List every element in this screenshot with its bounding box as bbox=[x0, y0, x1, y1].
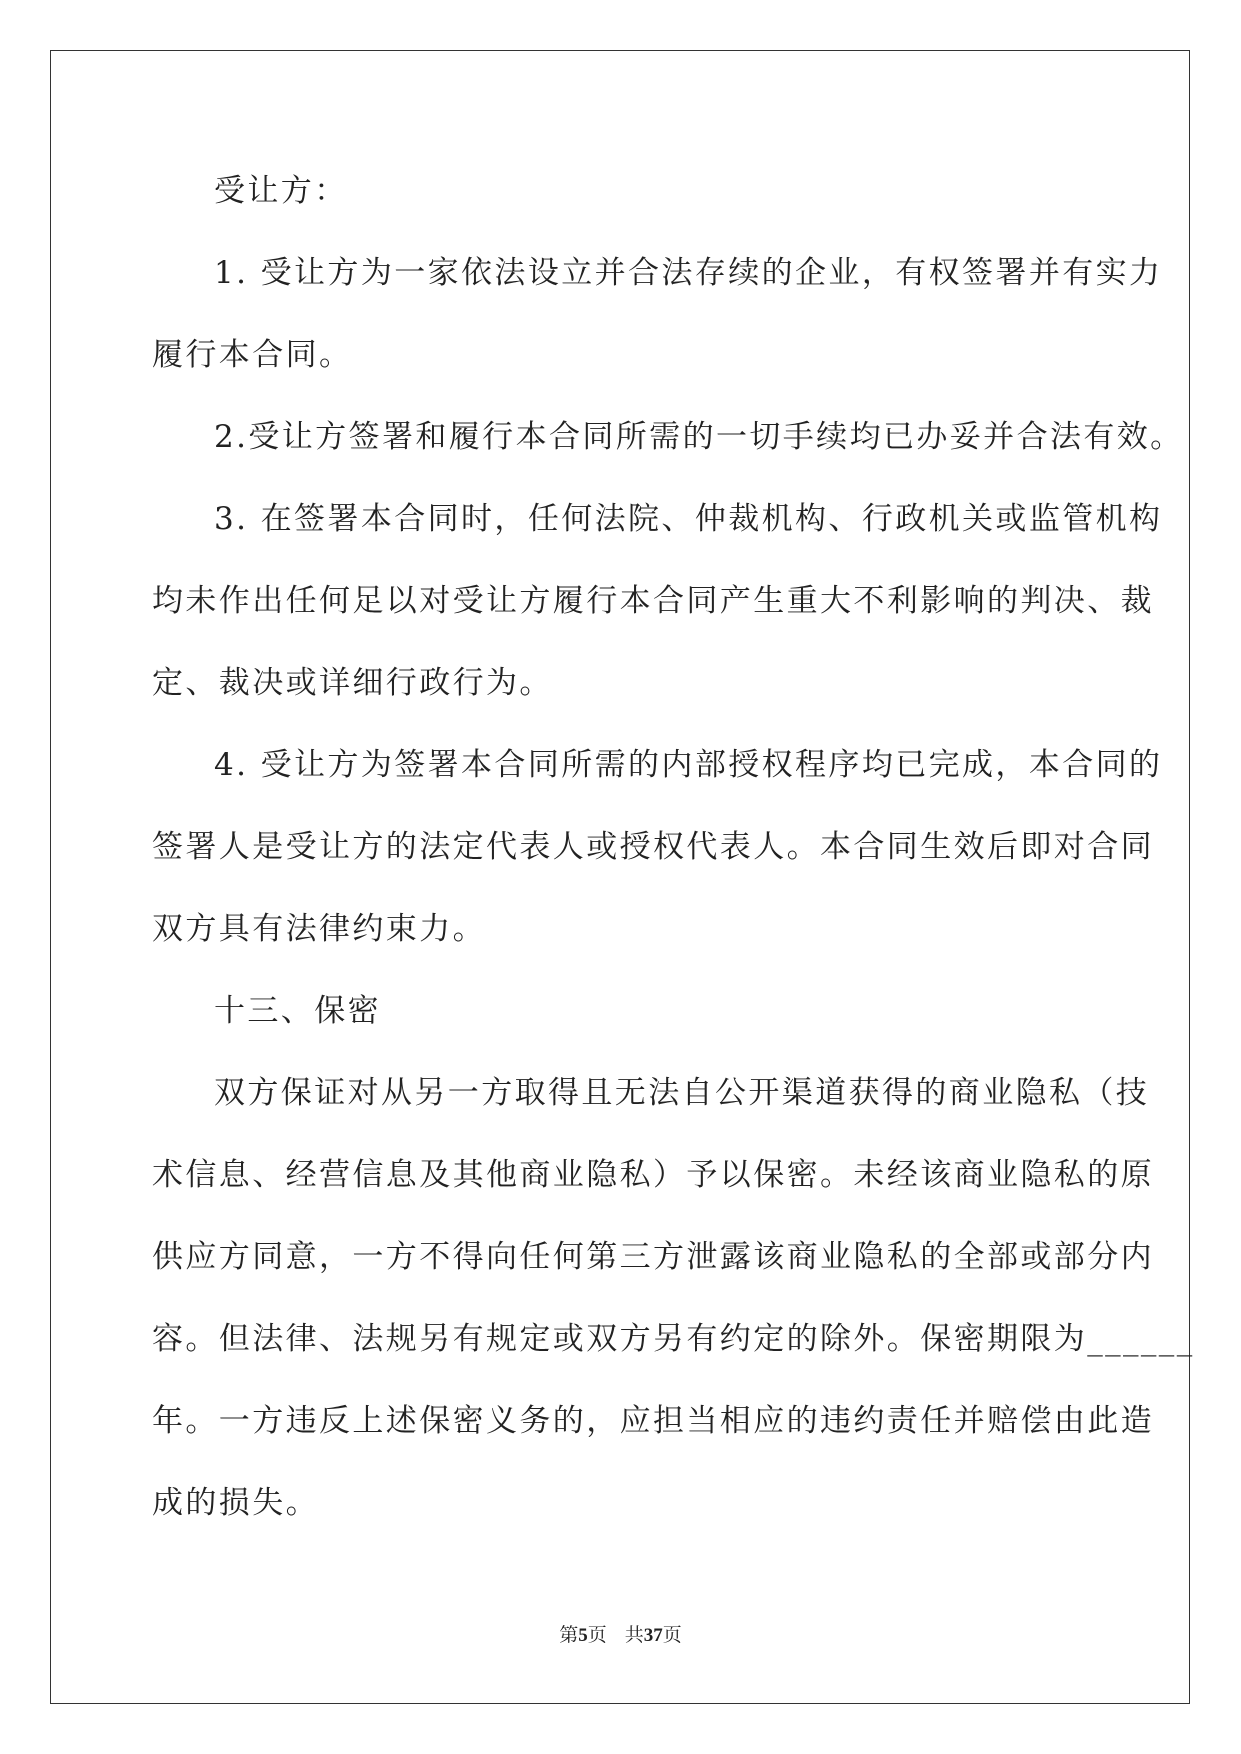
text-line: 履行本合同。 bbox=[152, 337, 353, 373]
text-line: 成的损失。 bbox=[152, 1485, 319, 1521]
page-footer bbox=[0, 1620, 1241, 1647]
page-current: 5 bbox=[578, 1625, 588, 1646]
text-line: 容。但法律、法规另有规定或双方另有约定的除外。保密期限为______ bbox=[152, 1321, 1195, 1357]
page-suffix: 页 bbox=[587, 1625, 607, 1646]
text-line: 双方保证对从另一方取得且无法自公开渠道获得的商业隐私（技 bbox=[214, 1075, 1150, 1111]
text-line: 4. 受让方为签署本合同所需的内部授权程序均已完成，本合同的 bbox=[214, 747, 1163, 783]
text-line: 术信息、经营信息及其他商业隐私）予以保密。未经该商业隐私的原 bbox=[152, 1157, 1154, 1193]
page-total: 37 bbox=[643, 1625, 663, 1646]
text-line: 定、裁决或详细行政行为。 bbox=[152, 665, 553, 701]
text-line: 均未作出任何足以对受让方履行本合同产生重大不利影响的判决、裁 bbox=[152, 583, 1154, 619]
total-suffix: 页 bbox=[662, 1625, 682, 1646]
text-line: 供应方同意，一方不得向任何第三方泄露该商业隐私的全部或部分内 bbox=[152, 1239, 1154, 1275]
total-prefix: 共 bbox=[624, 1625, 644, 1646]
text-line: 3. 在签署本合同时，任何法院、仲裁机构、行政机关或监管机构 bbox=[214, 501, 1163, 537]
text-line: 2.受让方签署和履行本合同所需的一切手续均已办妥并合法有效。 bbox=[214, 419, 1184, 455]
text-line: 签署人是受让方的法定代表人或授权代表人。本合同生效后即对合同 bbox=[152, 829, 1154, 865]
text-line: 年。一方违反上述保密义务的，应担当相应的违约责任并赔偿由此造 bbox=[152, 1403, 1154, 1439]
section-heading: 十三、保密 bbox=[214, 993, 381, 1029]
text-line: 双方具有法律约束力。 bbox=[152, 911, 486, 947]
page-prefix: 第 bbox=[559, 1625, 579, 1646]
text-line: 受让方： bbox=[214, 173, 348, 209]
text-line: 1. 受让方为一家依法设立并合法存续的企业，有权签署并有实力 bbox=[214, 255, 1163, 291]
document-body bbox=[152, 160, 1195, 1554]
